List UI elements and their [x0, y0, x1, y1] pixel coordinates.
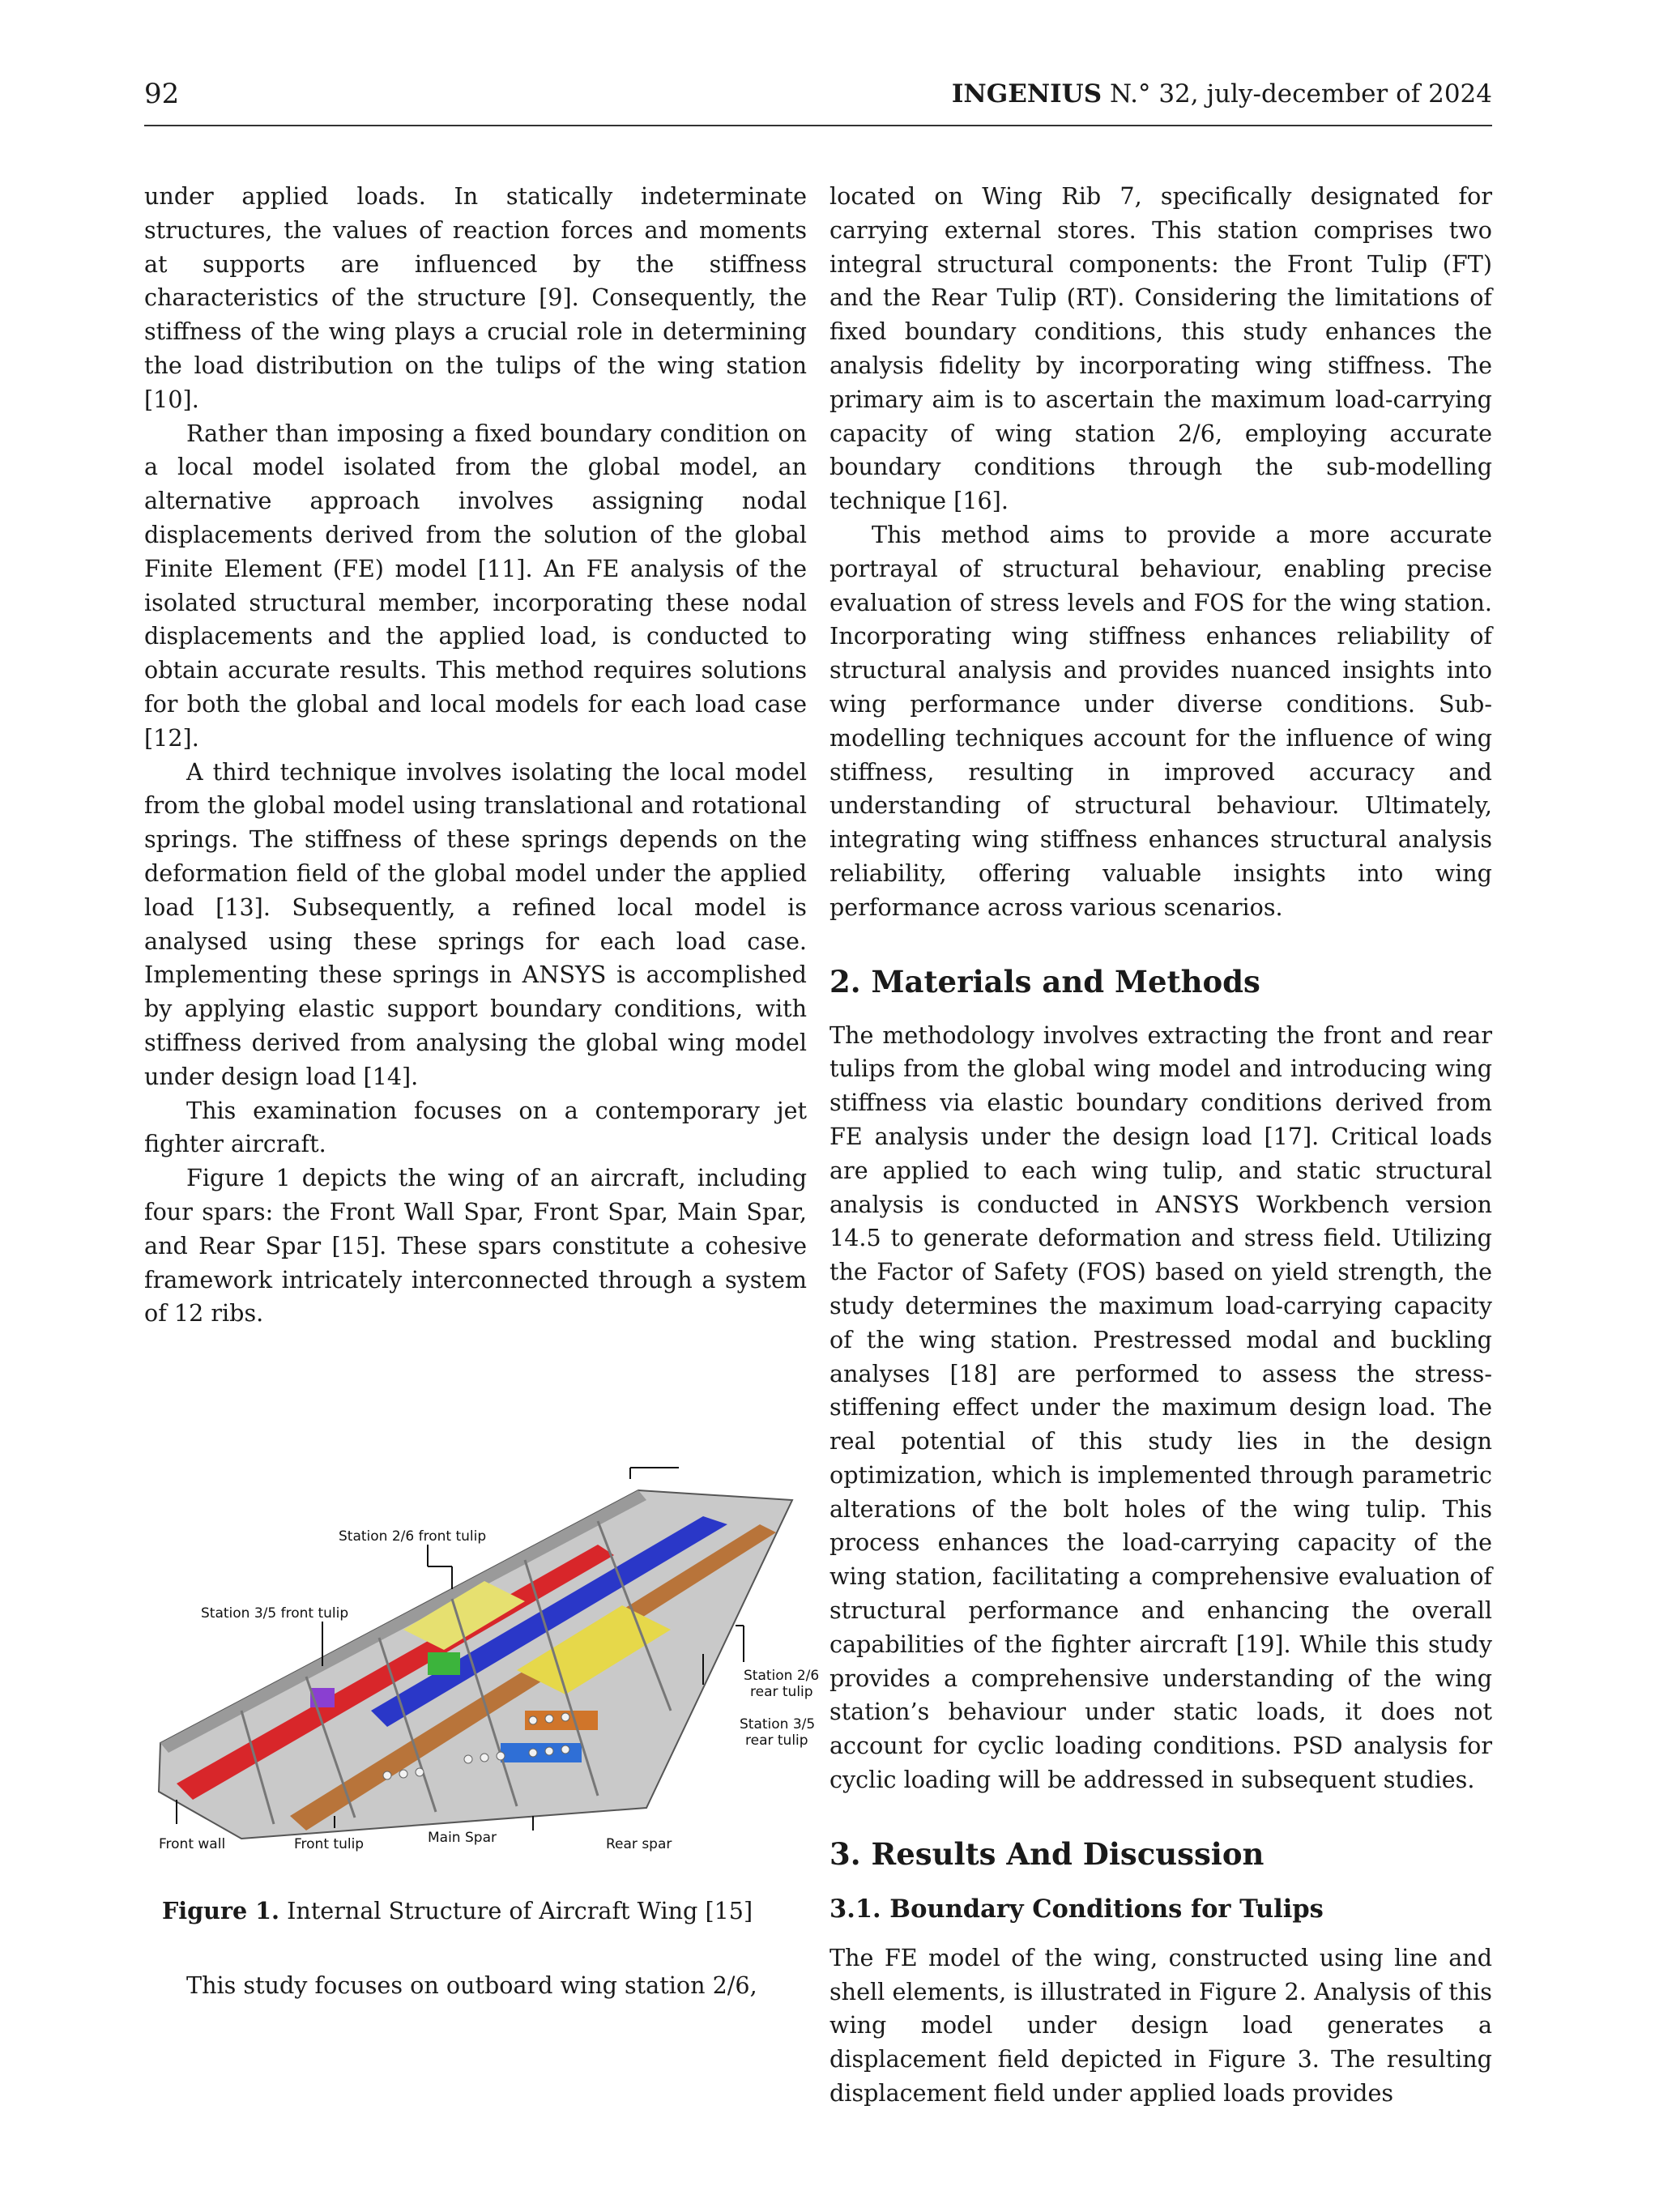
left-paragraph-4: This examination focuses on a contemporary jet fighter aircraft. [144, 1096, 807, 1158]
left-paragraph-1: under applied loads. In statically indeterminate structures, the values of reaction forces and moments at supports are influenced by the stiffness characteristics of the structure [9]. Consequently, the stiffness of the wing plays a crucial role in determining the load distribution on the tulips of the wing station [10]. [144, 182, 807, 413]
label-station26-front: Station 2/6 front tulip [339, 1528, 487, 1545]
right-paragraph-2: This method aims to provide a more accurate portrayal of structural behaviour, enabling precise evaluation of stress levels and FOS for the wing station. Incorporating wing stiffness enhances reliability of structural analysis and provides nuanced insights into wing performance under diverse conditions. Sub-modelling techniques account for the influence of wing stiffness, resulting in improved accuracy and understanding of structural behaviour. Ultimately, integrating wing stiffness enhances structural analysis reliability, offering valuable insights into wing performance across various scenarios. [830, 520, 1492, 921]
figure-1-label: Figure 1. [162, 1897, 280, 1924]
left-paragraph-2: Rather than imposing a fixed boundary condition on a local model isolated from the global model, an alternative approach involves assigning nodal displacements derived from the solution of the global Finite Element (FE) model [11]. An FE analysis of the isolated structural member, incorporating these nodal displacements and the applied load, is conducted to obtain accurate results. This method requires solutions for both the global and local models for each load case [12]. [144, 419, 807, 752]
page-number: 92 [144, 78, 180, 110]
left-column [144, 180, 807, 1331]
section-3-1-paragraph: The FE model of the wing, constructed using line and shell elements, is illustrated in Figure 2. Analysis of this wing model under design load generates a displacement field depicted in Figure 3. The resulting displacement field under applied loads provides [830, 1943, 1492, 2108]
label-station26-rear-1: Station 2/6 [744, 1668, 820, 1684]
label-front-tulip: Front tulip [294, 1836, 365, 1852]
figure-1-wing-structure [144, 1468, 820, 1865]
label-main-spar: Main Spar [428, 1830, 497, 1846]
figure-1-caption-text: Internal Structure of Aircraft Wing [15] [287, 1897, 753, 1924]
left-paragraph-5: Figure 1 depicts the wing of an aircraft, including four spars: the Front Wall Spar, Front Spar, Main Spar, and Rear Spar [15]. These spars constitute a cohesive framework intricately interconnected through a system of 12 ribs. [144, 1164, 807, 1328]
label-front-wall: Front wall [159, 1836, 226, 1852]
section-2-paragraph: The methodology involves extracting the front and rear tulips from the global wing model and introducing wing stiffness via elastic boundary conditions derived from FE analysis under the design load [17]. Critical loads are applied to each wing tulip, and static structural analysis is conducted in ANSYS Workbench version 14.5 to generate deformation and stress field. Utilizing the Factor of Safety (FOS) based on yield strength, the study determines the maximum load-carrying capacity of the wing station. Prestressed modal and buckling analyses [18] are performed to assess the stress-stiffening effect under the maximum design load. The real potential of this study lies in the design optimization, which is implemented through parametric alterations of the bolt holes of the wing tulip. This process enhances the load-carrying capacity of the wing station, facilitating a comprehensive evaluation of structural performance and enhancing the overall capabilities of the fighter aircraft [19]. While this study provides a comprehensive understanding of the wing station’s behaviour under static loads, it does not account for cyclic loading conditions. PSD analysis for cyclic loading will be addressed in subsequent studies. [830, 1021, 1492, 1794]
right-column [830, 180, 1492, 2111]
left-paragraph-3: A third technique involves isolating the local model from the global model using translational and rotational springs. The stiffness of these springs depends on the deformation field of the global model under the applied load [13]. Subsequently, a refined local model is analysed using these springs for each load case. Implementing these springs in ANSYS is accomplished by applying elastic support boundary conditions, with stiffness derived from analysing the global wing model under design load [14]. [144, 757, 807, 1090]
label-station35-rear-2: rear tulip [745, 1733, 808, 1749]
journal-issue: N.° 32, july-december of 2024 [1109, 79, 1492, 109]
section-3-heading: 3. Results And Discussion [830, 1835, 1265, 1872]
tulip-blue [501, 1743, 582, 1762]
right-paragraph-1: located on Wing Rib 7, specifically designated for carrying external stores. This station comprises two integral structural components: the Front Tulip (FT) and the Rear Tulip (RT). Considering the limitations of fixed boundary conditions, this study enhances the analysis fidelity by incorporating wing stiffness. The primary aim is to ascertain the maximum load-carrying capacity of wing station 2/6, employing accurate boundary conditions through the sub-modelling technique [16]. [830, 182, 1492, 515]
tulip-green [428, 1652, 460, 1675]
journal-info [952, 75, 1492, 113]
left-paragraph-6: This study focuses on outboard wing station 2/6, [186, 1971, 757, 1999]
figure-1-caption [162, 1894, 794, 1928]
left-column-bottom [144, 1968, 807, 2002]
label-station26-rear-2: rear tulip [750, 1684, 813, 1700]
label-rear-spar: Rear spar [606, 1836, 672, 1852]
label-station35-rear-1: Station 3/5 [740, 1716, 816, 1733]
page-header [144, 75, 1492, 126]
section-2-heading: 2. Materials and Methods [830, 963, 1260, 999]
journal-name: INGENIUS [951, 79, 1102, 109]
section-3-1-heading: 3.1. Boundary Conditions for Tulips [830, 1894, 1324, 1924]
label-station35-front: Station 3/5 front tulip [201, 1605, 349, 1622]
